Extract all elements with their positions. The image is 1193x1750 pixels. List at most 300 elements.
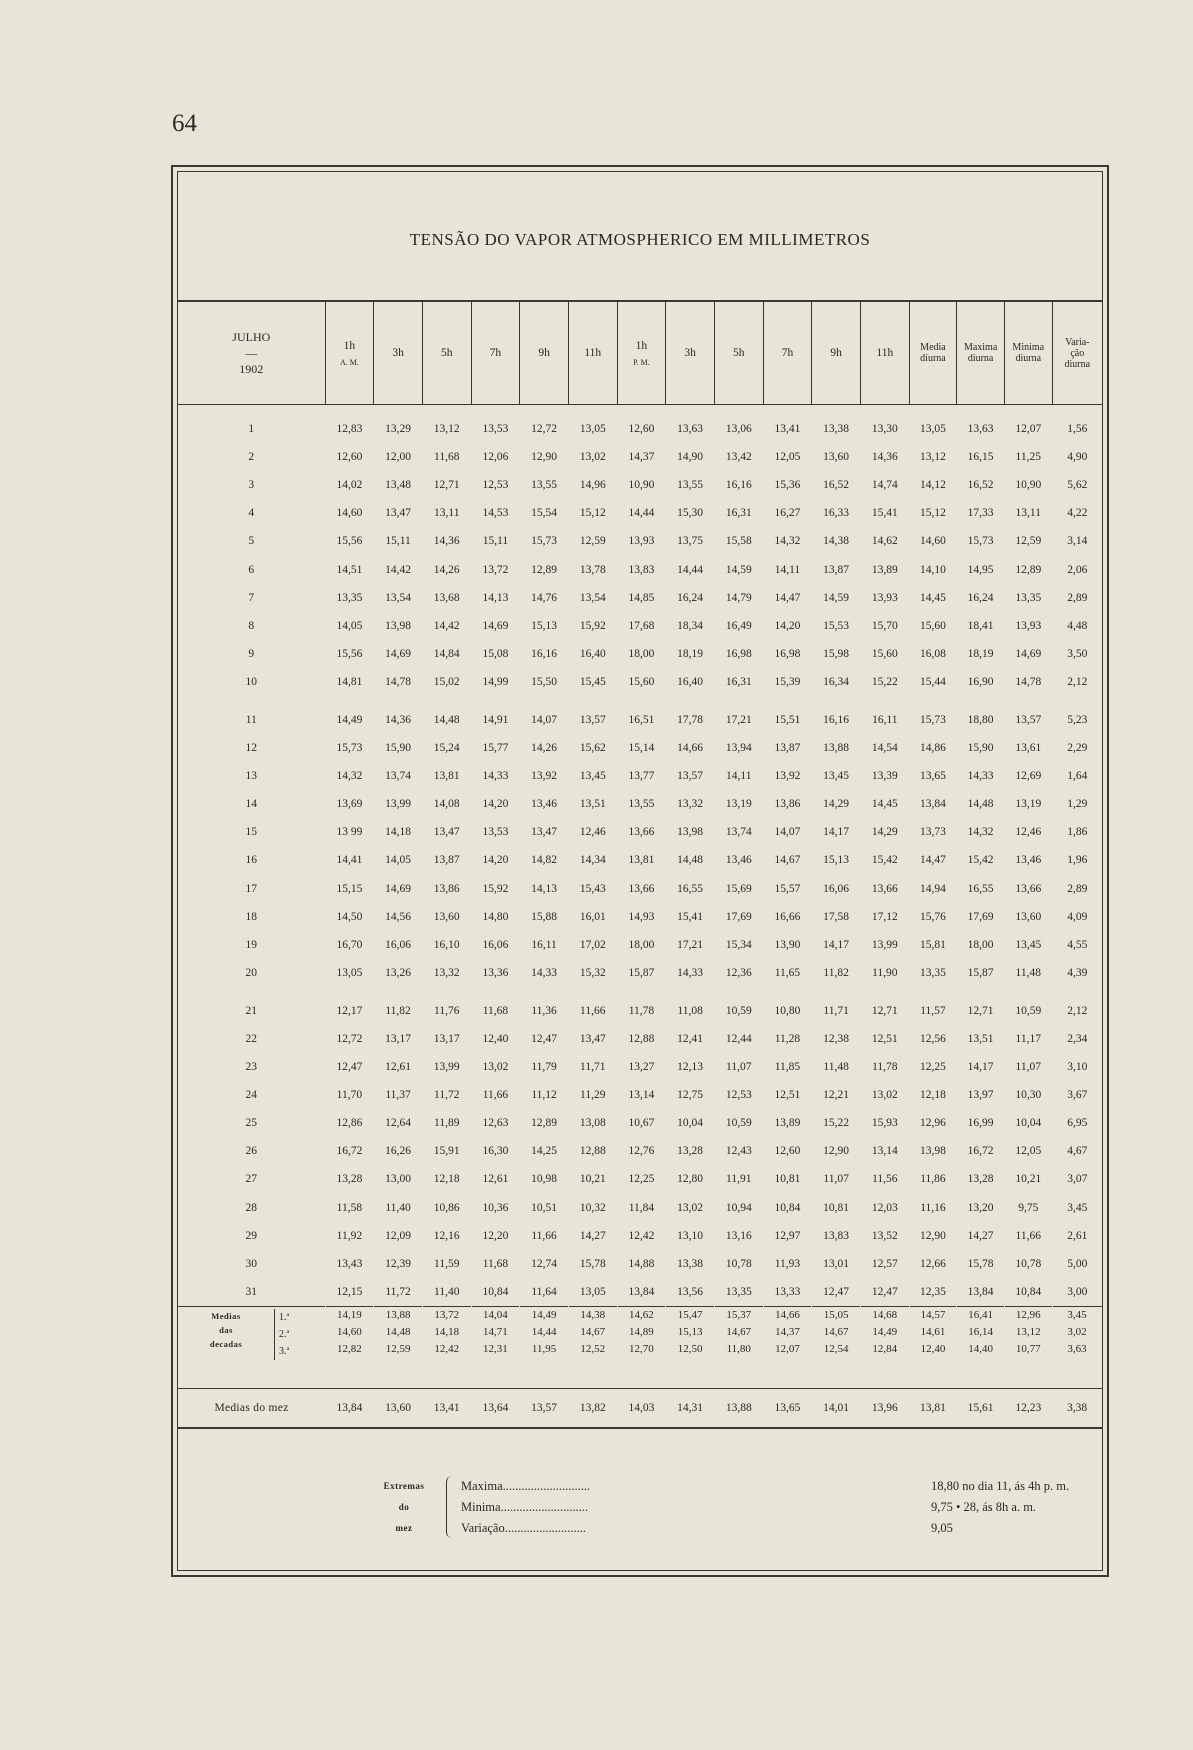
decade-value-cell: 14,68 [860, 1306, 909, 1324]
table-row [178, 706, 1102, 734]
day-cell: 24 [245, 1089, 258, 1102]
value-cell: 16,24 [677, 591, 704, 604]
value-cell: 16,10 [433, 938, 460, 951]
value-cell: 12,61 [385, 1061, 411, 1074]
value-cell: 15,41 [677, 910, 704, 923]
value-cell: 12,90 [823, 1145, 850, 1158]
value-cell: 4,09 [1067, 910, 1088, 923]
decade-ordinal: 3.ª [279, 1345, 290, 1357]
value-cell: 16,31 [725, 675, 752, 688]
value-cell: 14,13 [531, 882, 558, 895]
day-cell: 14 [245, 798, 258, 811]
value-cell: 13,98 [920, 1145, 946, 1158]
value-cell: 14,59 [725, 563, 752, 576]
value-cell: 15,78 [967, 1257, 994, 1270]
value-cell: 10,32 [579, 1201, 606, 1214]
value-cell: 12,38 [823, 1033, 850, 1046]
value-cell: 16,08 [920, 647, 946, 660]
day-cell: 28 [245, 1201, 258, 1214]
value-cell: 13,38 [677, 1257, 704, 1270]
value-cell: 14,27 [579, 1229, 606, 1242]
value-cell: 16,99 [967, 1117, 994, 1130]
value-cell: 15,13 [823, 854, 850, 867]
value-cell: 14,79 [725, 591, 752, 604]
value-cell: 16,06 [482, 938, 509, 951]
value-cell: 5,23 [1067, 713, 1088, 726]
value-cell: 12,88 [628, 1033, 655, 1046]
month-mean-cell: 13,41 [422, 1388, 471, 1428]
month-mean-cell: 12,23 [1004, 1388, 1052, 1428]
decade-ordinals [274, 1309, 289, 1360]
value-cell: 15,92 [482, 882, 509, 895]
value-cell: 13,05 [579, 1285, 606, 1298]
value-cell: 15,53 [823, 619, 850, 632]
value-cell: 13,08 [579, 1117, 606, 1130]
value-cell: 14,12 [920, 479, 946, 492]
table-row [178, 846, 1102, 874]
value-cell: 13,99 [433, 1061, 460, 1074]
day-cell: 6 [248, 563, 255, 576]
table-row [178, 818, 1102, 846]
value-cell: 15,08 [482, 647, 509, 660]
table-row [178, 640, 1102, 668]
day-cell: 22 [245, 1033, 258, 1046]
value-cell: 13,57 [1015, 713, 1042, 726]
value-cell: 14,02 [336, 479, 363, 492]
value-cell: 14,59 [823, 591, 850, 604]
value-cell: 14,07 [531, 713, 558, 726]
value-cell: 16,51 [628, 713, 655, 726]
value-cell: 13,99 [385, 798, 411, 811]
decade-value-cell: 15,05 [812, 1306, 861, 1324]
decade-value-cell: 14,18 [434, 1326, 460, 1339]
value-cell: 15,41 [871, 507, 898, 520]
value-cell: 12,05 [774, 451, 801, 464]
value-cell: 12,83 [336, 423, 363, 436]
value-cell: 12,59 [1015, 535, 1042, 548]
value-cell: 4,22 [1067, 507, 1088, 520]
header-media-label: diurna [920, 353, 946, 364]
value-cell: 15,51 [774, 713, 801, 726]
value-cell: 2,29 [1067, 742, 1088, 755]
value-cell: 13,47 [579, 1033, 606, 1046]
value-cell: 14,05 [336, 619, 363, 632]
value-cell: 14,80 [482, 910, 509, 923]
value-cell: 14,45 [871, 798, 898, 811]
value-cell: 10,30 [1015, 1089, 1042, 1102]
value-cell: 13,84 [920, 798, 946, 811]
extremes-label-line: mez [395, 1523, 413, 1533]
value-cell: 14,33 [967, 770, 994, 783]
value-cell: 3,00 [1067, 1285, 1088, 1298]
value-cell: 14,32 [336, 770, 363, 783]
header-col-11 [812, 302, 861, 405]
value-cell: 14,56 [385, 910, 411, 923]
value-cell: 10,84 [1015, 1285, 1042, 1298]
value-cell: 14,60 [920, 535, 946, 548]
day-cell: 20 [245, 966, 258, 979]
header-col-7 [617, 302, 666, 405]
decade-value-cell: 14,89 [629, 1326, 654, 1339]
value-cell: 15,70 [871, 619, 898, 632]
value-cell: 16,31 [725, 507, 752, 520]
spacer-cell [178, 987, 1102, 997]
value-cell: 14,47 [920, 854, 946, 867]
value-cell: 11,66 [1015, 1229, 1041, 1242]
value-cell: 10,81 [823, 1201, 850, 1214]
day-cell: 9 [248, 647, 255, 660]
value-cell: 13,17 [385, 1033, 411, 1046]
value-cell: 11,91 [726, 1173, 752, 1186]
value-cell: 14,51 [336, 563, 363, 576]
value-cell: 14,96 [579, 479, 606, 492]
value-cell: 13,53 [482, 826, 509, 839]
decade-value-cell: 14,40 [968, 1343, 993, 1356]
value-cell: 14,36 [433, 535, 460, 548]
value-cell: 15,73 [336, 742, 363, 755]
header-am-label: A. M. [339, 357, 359, 367]
decade-value-cell: 16,41 [957, 1306, 1005, 1324]
decade-value-cell: 12,40 [920, 1343, 946, 1356]
value-cell: 10,21 [579, 1173, 606, 1186]
decade-value-cell: 12,07 [775, 1343, 800, 1356]
value-cell: 11,90 [872, 966, 898, 979]
table-row [178, 790, 1102, 818]
value-cell: 15,76 [920, 910, 946, 923]
value-cell: 11,65 [774, 966, 801, 979]
value-cell: 13,66 [628, 882, 655, 895]
value-cell: 11,84 [628, 1201, 655, 1214]
value-cell: 11,76 [434, 1004, 460, 1017]
value-cell: 13,02 [579, 451, 606, 464]
value-cell: 13,89 [774, 1117, 801, 1130]
value-cell: 13,12 [920, 451, 946, 464]
value-cell: 13,93 [871, 591, 898, 604]
value-cell: 16,06 [823, 882, 850, 895]
value-cell: 13,35 [725, 1285, 752, 1298]
value-cell: 12,90 [920, 1229, 946, 1242]
value-cell: 3,07 [1067, 1173, 1088, 1186]
value-cell: 15,87 [967, 966, 994, 979]
decade-value-cell: 14,04 [471, 1306, 520, 1324]
value-cell: 11,66 [482, 1089, 509, 1102]
value-cell: 13,78 [579, 563, 606, 576]
value-cell: 13,19 [725, 798, 752, 811]
value-cell: 12,72 [336, 1033, 363, 1046]
value-cell: 3,45 [1067, 1201, 1088, 1214]
day-cell: 30 [245, 1257, 258, 1270]
header-variacao-label: ção [1070, 347, 1085, 359]
value-cell: 13,42 [725, 451, 752, 464]
decade-value-cell: 12,82 [337, 1343, 362, 1356]
decade-label-line: decadas [209, 1338, 243, 1349]
day-cell: 5 [248, 535, 255, 548]
value-cell: 12,90 [531, 451, 558, 464]
decade-value-cell: 16,14 [968, 1326, 993, 1339]
value-cell: 13,57 [677, 770, 704, 783]
day-cell: 19 [245, 938, 258, 951]
value-cell: 12,36 [725, 966, 752, 979]
value-cell: 13,02 [677, 1201, 704, 1214]
month-mean-cell: 14,01 [812, 1388, 861, 1428]
day-cell: 21 [245, 1004, 258, 1017]
decade-value-cell: 14,49 [520, 1306, 569, 1324]
value-cell: 11,66 [580, 1004, 606, 1017]
value-cell: 11,86 [920, 1173, 946, 1186]
header-col-label: 9h [830, 347, 842, 359]
value-cell: 4,55 [1067, 938, 1088, 951]
value-cell: 12,47 [531, 1033, 558, 1046]
value-cell: 14,27 [967, 1229, 994, 1242]
value-cell: 10,84 [774, 1201, 801, 1214]
value-cell: 12,60 [336, 451, 363, 464]
value-cell: 18,19 [677, 647, 704, 660]
value-cell: 10,04 [1015, 1117, 1042, 1130]
value-cell: 13,86 [774, 798, 801, 811]
value-cell: 13,87 [774, 742, 801, 755]
value-cell: 10,59 [725, 1117, 752, 1130]
value-cell: 13,46 [531, 798, 558, 811]
value-cell: 9,75 [1018, 1201, 1039, 1214]
value-cell: 13,14 [628, 1089, 655, 1102]
value-cell: 14,17 [823, 938, 850, 951]
value-cell: 14,08 [433, 798, 460, 811]
header-col-2 [374, 302, 423, 405]
day-cell: 26 [245, 1145, 258, 1158]
value-cell: 13,72 [482, 563, 509, 576]
table-row [178, 555, 1102, 583]
value-cell: 13,86 [433, 882, 460, 895]
value-cell: 12,21 [823, 1089, 850, 1102]
value-cell: 14,88 [628, 1257, 655, 1270]
value-cell: 11,29 [580, 1089, 606, 1102]
spacer-cell [178, 1358, 1102, 1389]
value-cell: 12,53 [482, 479, 509, 492]
table-body [178, 405, 1102, 1428]
header-col-label: 5h [440, 347, 453, 359]
value-cell: 6,95 [1067, 1117, 1088, 1130]
decade-value-cell: 11,80 [726, 1343, 751, 1356]
value-cell: 14,26 [433, 563, 460, 576]
value-cell: 11,68 [482, 1257, 509, 1270]
decade-value-cell: 12,96 [1004, 1306, 1052, 1324]
value-cell: 13,20 [967, 1201, 994, 1214]
value-cell: 4,67 [1067, 1145, 1088, 1158]
table-frame [171, 165, 1109, 1577]
day-cell: 16 [245, 854, 258, 867]
day-cell: 2 [248, 451, 255, 464]
decade-value-cell: 10,77 [1015, 1343, 1041, 1356]
value-cell: 18,00 [967, 938, 994, 951]
month-mean-cell: 13,64 [471, 1388, 520, 1428]
table-row [178, 1222, 1102, 1250]
extremes-label-line: Extremas [383, 1481, 425, 1491]
value-cell: 13,57 [579, 713, 606, 726]
value-cell: 12,42 [628, 1229, 655, 1242]
value-cell: 11,17 [1015, 1033, 1041, 1046]
value-cell: 14,95 [967, 563, 994, 576]
value-cell: 14,17 [823, 826, 850, 839]
value-cell: 1,29 [1067, 798, 1088, 811]
value-cell: 14,38 [823, 535, 850, 548]
header-col-9 [714, 302, 763, 405]
value-cell: 13,75 [677, 535, 704, 548]
value-cell: 13,28 [967, 1173, 994, 1186]
value-cell: 18,41 [967, 619, 994, 632]
value-cell: 15,91 [433, 1145, 460, 1158]
value-cell: 11,70 [336, 1089, 363, 1102]
decade-label-line: Medias [211, 1310, 241, 1321]
value-cell: 14,07 [774, 826, 801, 839]
header-col-label: 7h [781, 347, 794, 359]
header-col-5 [520, 302, 569, 405]
table-inner-frame [177, 171, 1103, 1571]
value-cell: 5,00 [1067, 1257, 1088, 1270]
value-cell: 1,56 [1067, 423, 1088, 436]
value-cell: 13,38 [823, 423, 850, 436]
value-cell: 13,74 [385, 770, 411, 783]
header-col-label: 5h [733, 347, 745, 359]
value-cell: 15,15 [336, 882, 363, 895]
header-col-10 [763, 302, 812, 405]
value-cell: 14,53 [482, 507, 509, 520]
header-col-label: 11h [876, 347, 894, 359]
value-cell: 16,52 [823, 479, 850, 492]
value-cell: 14,44 [628, 507, 655, 520]
value-cell: 16,16 [823, 713, 850, 726]
value-cell: 15,81 [920, 938, 946, 951]
value-cell: 11,48 [1015, 966, 1041, 979]
value-cell: 13,81 [433, 770, 460, 783]
value-cell: 11,56 [872, 1173, 898, 1186]
value-cell: 15,11 [482, 535, 509, 548]
value-cell: 16,72 [336, 1145, 363, 1158]
value-cell: 17,68 [628, 619, 655, 632]
value-cell: 14,42 [385, 563, 411, 576]
value-cell: 18,19 [967, 647, 994, 660]
value-cell: 14,78 [1015, 675, 1042, 688]
value-cell: 16,11 [872, 713, 898, 726]
table-row [178, 1250, 1102, 1278]
value-cell: 10,21 [1015, 1173, 1042, 1186]
decade-value-cell: 12,70 [629, 1343, 654, 1356]
header-month [178, 302, 325, 405]
value-cell: 11,92 [336, 1229, 363, 1242]
value-cell: 13,26 [385, 966, 411, 979]
value-cell: 15,11 [385, 535, 411, 548]
value-cell: 12,60 [774, 1145, 801, 1158]
decade-value-cell: 12,31 [483, 1343, 508, 1356]
value-cell: 12,59 [579, 535, 606, 548]
value-cell: 12,51 [774, 1089, 801, 1102]
value-cell: 13,32 [433, 966, 460, 979]
value-cell: 15,92 [579, 619, 606, 632]
table-row [178, 415, 1102, 443]
value-cell: 12,47 [823, 1285, 850, 1298]
month-mean-cell: 13,65 [763, 1388, 812, 1428]
value-cell: 16,49 [725, 619, 752, 632]
value-cell: 16,01 [579, 910, 606, 923]
value-cell: 15,12 [579, 507, 606, 520]
value-cell: 13,02 [871, 1089, 898, 1102]
value-cell: 14,90 [677, 451, 704, 464]
decade-value-cell: 12,42 [434, 1343, 460, 1356]
value-cell: 16,34 [823, 675, 850, 688]
value-cell: 15,60 [628, 675, 655, 688]
month-mean-cell: 13,96 [860, 1388, 909, 1428]
value-cell: 13,97 [967, 1089, 994, 1102]
value-cell: 14,10 [920, 563, 946, 576]
value-cell: 15,62 [579, 742, 606, 755]
table-row [178, 1194, 1102, 1222]
decade-value-cell: 14,67 [823, 1326, 849, 1339]
value-cell: 12,40 [482, 1033, 509, 1046]
value-cell: 15,30 [677, 507, 704, 520]
value-cell: 13,01 [823, 1257, 850, 1270]
table-row [178, 875, 1102, 903]
value-cell: 12,71 [967, 1004, 994, 1017]
value-cell: 13,60 [1015, 910, 1042, 923]
value-cell: 16,40 [677, 675, 704, 688]
value-cell: 15,58 [725, 535, 752, 548]
month-mean-label: Medias do mez [178, 1388, 325, 1428]
value-cell: 10,98 [531, 1173, 558, 1186]
header-media-diurna [909, 302, 957, 405]
value-cell: 13,05 [920, 423, 946, 436]
value-cell: 11,16 [920, 1201, 946, 1214]
value-cell: 12,69 [1015, 770, 1042, 783]
value-cell: 13,56 [677, 1285, 704, 1298]
value-cell: 13,74 [725, 826, 752, 839]
value-cell: 13,27 [628, 1061, 655, 1074]
value-cell: 15,54 [531, 507, 558, 520]
header-media-label: Media [920, 342, 946, 353]
value-cell: 18,00 [628, 938, 655, 951]
header-row [178, 302, 1102, 405]
header-col-12 [860, 302, 909, 405]
value-cell: 13,45 [1015, 938, 1042, 951]
value-cell: 11,78 [872, 1061, 898, 1074]
month-mean-cell: 13,84 [325, 1388, 374, 1428]
header-variacao-label: diurna [1064, 358, 1091, 370]
decade-label-line: das [219, 1324, 233, 1335]
decade-value-cell: 3,63 [1067, 1343, 1087, 1356]
value-cell: 13,92 [774, 770, 801, 783]
value-cell: 13,43 [336, 1257, 363, 1270]
decade-value-cell: 11,95 [531, 1343, 557, 1356]
value-cell: 15,73 [531, 535, 558, 548]
value-cell: 13,47 [433, 826, 460, 839]
value-cell: 12,80 [677, 1173, 704, 1186]
value-cell: 1,64 [1067, 770, 1088, 783]
value-cell: 10,51 [531, 1201, 558, 1214]
value-cell: 18,80 [967, 713, 994, 726]
value-cell: 13,12 [433, 423, 460, 436]
value-cell: 11,07 [726, 1061, 752, 1074]
value-cell: 14,91 [482, 713, 509, 726]
table-row [178, 997, 1102, 1025]
value-cell: 16,52 [967, 479, 994, 492]
value-cell: 12,47 [336, 1061, 363, 1074]
month-mean-cell: 13,82 [568, 1388, 617, 1428]
decade-value-cell: 14,67 [726, 1326, 752, 1339]
header-col-3 [422, 302, 471, 405]
value-cell: 13,66 [1015, 882, 1042, 895]
value-cell: 13,14 [871, 1145, 898, 1158]
value-cell: 14,29 [871, 826, 898, 839]
value-cell: 17,12 [871, 910, 898, 923]
value-cell: 13,48 [385, 479, 411, 492]
